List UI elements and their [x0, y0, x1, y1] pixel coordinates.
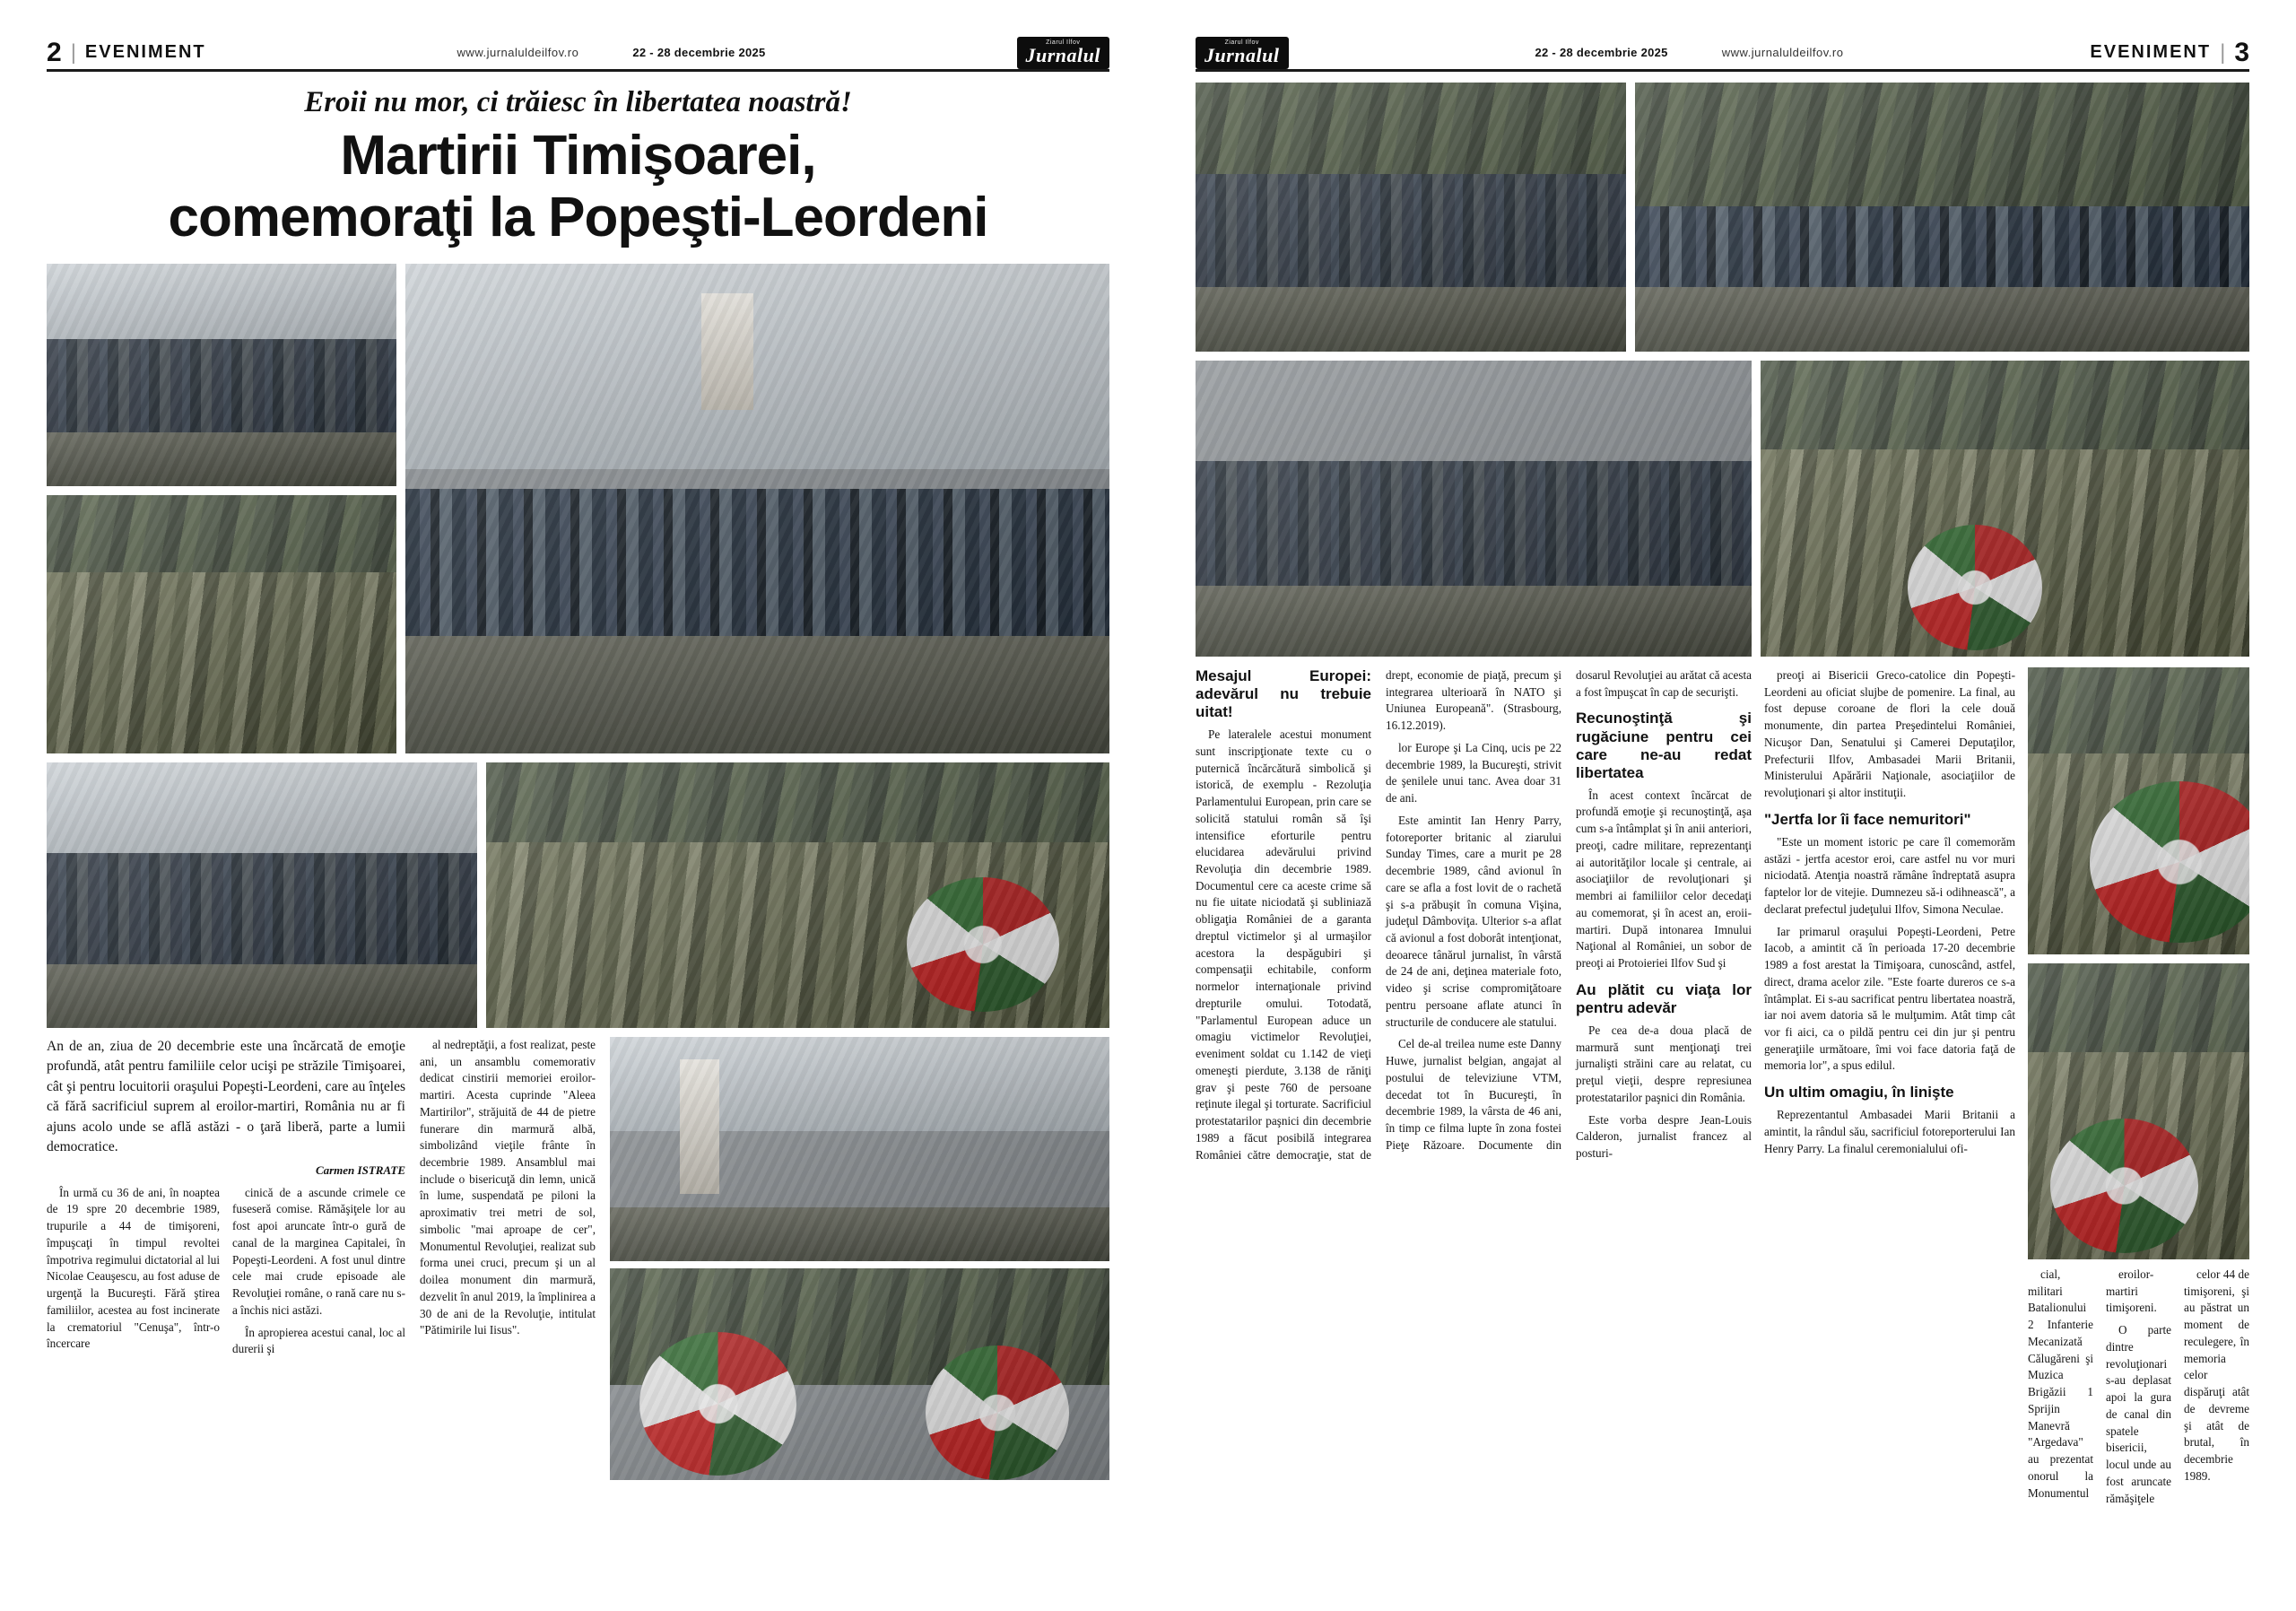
masthead-logo-left	[1017, 37, 1110, 69]
paragraph: preoţi ai Bisericii Greco-catolice din Popeşti-Leordeni au oficiat slujbe de pomenire. La final, au fost depuse coroane de flori la cele două monumente, din partea Preşedintelui României, Nicuşor Dan, Senatului şi Camerei Deputaţilor, Prefecturii Ilfov, Ambasadei Marii Britanii, Ministerului Apărării Naţionale, asociaţiilor de revoluţionari şi altor instituţii.	[1764, 668, 2015, 800]
masthead-name-left: Jurnalul	[1025, 43, 1100, 66]
paragraph: lor Europe şi La Cinq, ucis pe 22 decembrie 1989, la Bucureşti, strivit de şenilele unui tanc. Avea doar 31 de ani.	[1386, 740, 1561, 806]
paragraph: Pe cea de-a doua placă de marmură sunt menţionaţi trei jurnalişti străini care au relatat, cu preţul vieţii, despre represiunea protestatarilor paşnici din România.	[1576, 1023, 1752, 1104]
page-title	[47, 125, 1109, 249]
photo-wreath-laying	[486, 762, 1109, 1028]
article-kicker: Eroii nu mor, ci trăiesc în libertatea noastră!	[304, 86, 852, 118]
header-left	[47, 36, 1109, 72]
paragraph: cinică de a ascunde crimele ce fuseseră comise. Rămăşiţele lor au fost apoi aruncate într-o gură de canal de la marginea Capitalei, în Popeşti-Leordeni. A fost unul dintre cele mai crude episoade ale Revoluţiei române, o rană care nu s-a închis nici astăzi.	[232, 1185, 405, 1317]
article-body-right-col7	[2184, 1267, 2249, 1512]
photo-veterans-group	[47, 762, 477, 1028]
photo-crowd-officials	[47, 264, 396, 486]
paragraph: Este amintit Ian Henry Parry, fotoreporter britanic al ziarului Sunday Times, care a murit pe 28 decembrie 1989, când avionul în care se afla a fost lovit de o rachetă şi s-a prăbuşit în comuna Vişina, judeţul Dâmboviţa. Ulterior s-a aflat că avionul a fost doborât intenţionat, deoarece tânărul jurnalist, în vârstă de 24 de ani, deţinea materiale foto, video şi scrise compromiţătoare pentru persoane aflate atunci în structurile de conducere ale statului.	[1386, 813, 1561, 1029]
paragraph: Pe lateralele acestui monument sunt inscripţionate texte cu o puternică încărcătură simbolică şi istorică, de exemplu - Rezoluţia Parlamentului European, prin care se solicită statului român să îşi intensifice eforturile pentru elucidarea adevărului privind Revoluţia din decembrie 1989. Documentul cere ca aceste crime să nu fie uitate niciodată şi subliniază obligaţia României de a garanta dreptul victimelor şi al urmaşilor acestora la despăgubiri şi compensaţii echitabile, conform normelor internaţionale privind drepturile omului. Totodată, "Parlamentul European aduce un omagiu victimelor Revoluţiei, eveniment soldat cu 1.142 de vieţi omeneşti pierdute, 3.138 de răniţi grav şi peste 760 de persoane reţinute ilegal şi torturate. Sacrificiul protestatarilor paşnici din decembrie 1989 a făcut posibilă integrarea României către democraţie, stat de drept, economie de piaţă, precum şi integrarea ulterioară în NATO şi Uniunea Europeană". (Strasbourg, 16.12.2019).	[1196, 668, 1561, 1162]
subheading: Recunoştinţă şi rugăciune pentru cei care ne-au redat libertatea	[1576, 710, 1752, 781]
paragraph: celor 44 de timişoreni, şi au păstrat un moment de reculegere, în memoria celor dispăruţi atât de devreme şi atât de brutal, în decembrie 1989.	[2184, 1267, 2249, 1483]
photo-wreaths-flowers	[610, 1268, 1109, 1480]
article-body-right-col6	[2106, 1267, 2171, 1512]
paragraph: În apropierea acestui canal, loc al durerii şi	[232, 1325, 405, 1356]
subheading: Au plătit cu viaţa lor pentru adevăr	[1576, 980, 1752, 1016]
paragraph: O parte dintre revoluţionari s-au deplasat apoi la gura de canal din spatele bisericii, locul unde au fost aruncate rămăşiţele	[2106, 1323, 2171, 1505]
issue-date-right: 22 - 28 decembrie 2025	[1535, 46, 1668, 59]
paragraph: "Este un moment istoric pe care îl comemorăm astăzi - jertfa acestor eroi, care astfel nu vor muri niciodată. Atenţia noastră rămâne îndreptată asupra faptelor lor de vitejie. Dumnezeu să-i odihnească", a declarat prefectul judeţului Ilfov, Simona Neculae.	[1764, 834, 2015, 916]
headline-line-1: Martirii Timişoarei,	[340, 125, 816, 187]
paragraph: Cel de-al treilea nume este Danny Huwe, jurnalist belgian, angajat al postului de televiziune VTM, decedat tot în Bucureşti, în decembrie 1989, la vârsta de 46 ani, în timp ce filma lupte în zona fostei Pieţe Răzoare. Documente din dosarul Revoluţiei au arătat că acesta a fost împuşcat în cap de securişti.	[1386, 668, 1752, 1152]
subheading: Mesajul Europei: adevărul nu trebuie uitat!	[1196, 667, 1371, 721]
paragraph: eroilor-martiri timişoreni.	[2106, 1267, 2157, 1315]
paragraph: În urmă cu 36 de ani, în noaptea de 19 spre 20 decembrie 1989, trupurile a 44 de timişoreni, împuşcaţi în timpul revoltei împotriva regimului dictatorial al lui Nicolae Ceauşescu, au fost aduse de urgenţă la Bucureşti. Fără ştirea familiilor, acestea au fost incinerate la crematoriul "Cenuşa", într-o încercare	[47, 1185, 220, 1351]
article-body-left	[47, 1185, 405, 1361]
page-right	[1152, 0, 2296, 1611]
lower-section-left	[47, 1037, 1109, 1480]
paragraph: al nedreptăţii, a fost realizat, peste ani, un ansamblu comemorativ dedicat cinstirii memoriei eroilor-martiri. Acesta cuprinde "Aleea Martirilor", străjuită de 44 de pietre funerare din marmură albă, simbolizând vieţile frânte în decembrie 1989. Ansamblul mai include o bisericuţă din lemn, unică în lume, suspendată pe piloni la aproximativ trei metri de sol, simbolic "mai aproape de cer", Monumentul Revoluţiei, realizat sub forma unei cruci, precum şi un al doilea monument din marmură, dezvelit în anul 2019, la împlinirea a 30 de ani de la Revoluţie, intitulat "Pătimirile lui Iisus".	[420, 1037, 596, 1337]
photo-soldiers-wreath-1	[1761, 361, 2249, 657]
article-body-left-col3	[420, 1037, 596, 1339]
paragraph: Este vorba despre Jean-Louis Calderon, jurnalist francez al posturi-	[1576, 1112, 1752, 1160]
article-lead: An de an, ziua de 20 decembrie este una încărcată de emoţie profundă, atât pentru familiile celor ucişi pe străzile Timişoarei, cât şi pentru locuitorii oraşului Popeşti-Leordeni, care au înţeles că fără sacrificiul suprem al eroilor-martiri, România nu ar fi ajuns acolo unde se află astăzi - o ţară liberă, parte a lumii democratice.	[47, 1038, 405, 1155]
masthead-top-left: Ziarul Ilfov	[1046, 39, 1081, 46]
article-body-right-col5	[2028, 1267, 2093, 1512]
photo-soldiers-carrying-wreath	[2028, 963, 2249, 1259]
paragraph: Reprezentantul Ambasadei Marii Britanii a amintit, la rândul său, sacrificiul fotoreporterului Ian Henry Parry. La finalul ceremonialului ofi-	[1764, 1108, 2015, 1155]
section-label-left: EVENIMENT	[84, 42, 206, 62]
photo-soldier-flags	[47, 495, 396, 753]
header-divider-right: |	[2220, 39, 2226, 65]
headline-line-2: comemoraţi la Popeşti-Leordeni	[168, 187, 988, 249]
issue-date-left: 22 - 28 decembrie 2025	[632, 46, 766, 59]
article-body-right-col4	[1764, 667, 2015, 1157]
website-url-left[interactable]: www.jurnaluldeilfov.ro	[457, 46, 579, 59]
photo-religious-ceremony	[1196, 361, 1752, 657]
paragraph: cial, militari Batalionului 2 Infanterie Mecanizată Călugăreni şi Muzica Brigăzii 1 Sprijin Manevră "Argedava" au prezentat onorul la Monumentul	[2028, 1267, 2093, 1500]
website-url-right[interactable]: www.jurnaluldeilfov.ro	[1721, 46, 1844, 59]
photo-main-ceremony	[405, 264, 1109, 753]
subheading: "Jertfa lor îi face nemuritori"	[1764, 810, 1971, 828]
photo-attendees-row	[1635, 83, 2249, 352]
photo-soldiers-wreath-2	[2028, 667, 2249, 954]
article-body-right	[1196, 667, 1752, 1163]
subheading: Un ultim omagiu, în linişte	[1764, 1084, 1954, 1102]
header-right	[1196, 36, 2249, 72]
masthead-logo-right	[1196, 37, 1289, 69]
photo-priests-service	[1196, 83, 1626, 352]
section-label-right: EVENIMENT	[2090, 42, 2212, 62]
masthead-name-right: Jurnalul	[1205, 43, 1280, 66]
paragraph: În acest context încărcat de profundă emoţie şi recunoştinţă, aşa cum s-a întâmplat şi în anii anteriori, preoţi, cadre militare, reprezentanţi ai autorităţilor locale şi centrale, ai asociaţiilor de revoluţionari şi membri ai familiilor celor decedaţi au comemorat, şi în acest an, eroii-martiri. După intonarea Imnului Naţional al României, un sobor de preoţi ai Protoieriei Ilfov Sud şi	[1576, 788, 1752, 970]
header-divider: |	[70, 39, 76, 65]
masthead-top-right: Ziarul Ilfov	[1224, 39, 1259, 46]
page-number-right: 3	[2234, 37, 2249, 67]
byline: Carmen ISTRATE	[315, 1163, 405, 1177]
photo-monument-cross	[610, 1037, 1109, 1261]
page-number-left: 2	[47, 37, 62, 67]
paragraph: Iar primarul oraşului Popeşti-Leordeni, Petre Iacob, a amintit că în perioada 17-20 decembrie 1989 a fost arestat la Timişoara, cunoscând, astfel, direct, drama acelor zile. "Este foarte dureros ce s-a întâmplat. Ei s-au sacrificat pentru libertatea noastră, iar noi avem datoria să le mulţumim. Atât timp cât vor fi aici, ca o pildă pentru cei din jur şi pentru generaţiile următoare, îmi voi face datoria faţă de memoria lor", a spus edilul.	[1764, 924, 2015, 1073]
